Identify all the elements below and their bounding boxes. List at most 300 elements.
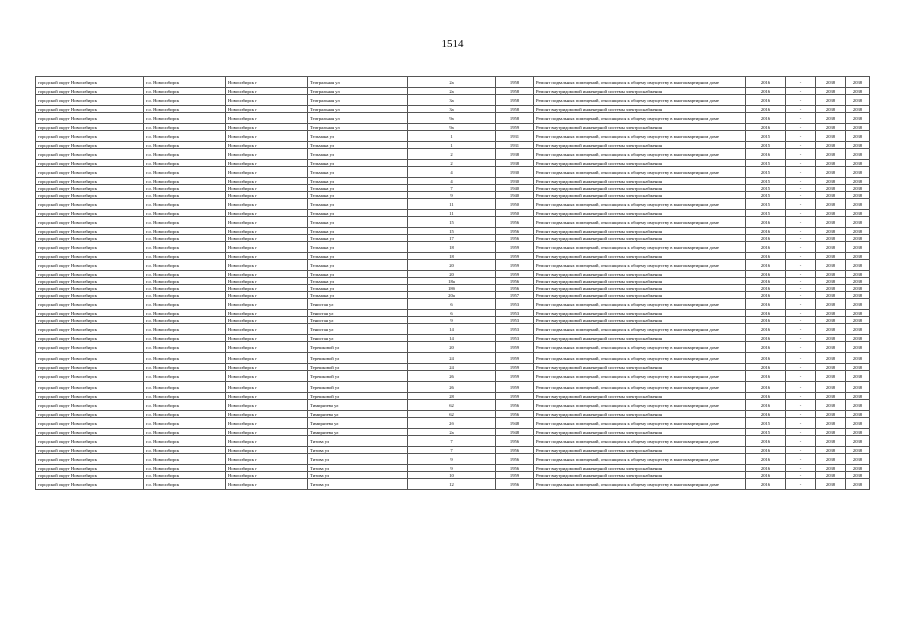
street-cell: Терешковой ул [308,353,408,364]
house-cell: 24 [408,364,496,371]
house-cell: 1 [408,142,496,149]
district-cell: городской округ Новосибирск [36,418,144,429]
dash-cell: - [786,185,816,192]
district-cell: городской округ Новосибирск [36,429,144,436]
city-cell: г.о. Новосибирск [144,167,226,178]
year-cell: 1959 [496,353,534,364]
end-year-cell: 2038 [846,382,870,393]
end-year-cell: 2038 [816,185,846,192]
table-row [36,260,870,271]
start-year-cell: 2016 [746,271,786,278]
house-cell: 18 [408,253,496,260]
district-cell: городской округ Новосибирск [36,447,144,454]
city-cell: г.о. Новосибирск [144,465,226,472]
end-year-cell: 2038 [846,228,870,235]
table-row [36,382,870,393]
city-cell: г.о. Новосибирск [144,149,226,160]
dash-cell: - [786,382,816,393]
house-cell: 7 [408,447,496,454]
table-row [36,285,870,292]
district-cell: городской округ Новосибирск [36,278,144,285]
year-cell: 1958 [496,106,534,113]
work-type-cell: Ремонт подвальных помещений, относящихся к общему имуществу в многоквартирном доме [534,113,746,124]
end-year-cell: 2038 [846,131,870,142]
house-cell: 2б [408,418,496,429]
end-year-cell: 2038 [846,210,870,217]
end-year-cell: 2038 [846,310,870,317]
end-year-cell: 2038 [846,106,870,113]
street-cell: Терешковой ул [308,393,408,400]
dash-cell: - [786,88,816,95]
year-cell: 1948 [496,429,534,436]
district-cell: городской округ Новосибирск [36,472,144,479]
end-year-cell: 2038 [816,411,846,418]
end-year-cell: 2038 [816,324,846,335]
house-cell: 2а [408,77,496,88]
table-row [36,217,870,228]
house-cell: 9а [408,113,496,124]
street-cell: Тенистая ул [308,324,408,335]
end-year-cell: 2038 [846,393,870,400]
end-year-cell: 2038 [846,429,870,436]
capital-repair-register-table [35,76,870,490]
table-row [36,292,870,299]
street-cell: Тимирязева ул [308,429,408,436]
settlement-cell: Новосибирск г [226,242,308,253]
end-year-cell: 2038 [816,465,846,472]
start-year-cell: 2016 [746,393,786,400]
end-year-cell: 2038 [846,299,870,310]
table-row [36,271,870,278]
end-year-cell: 2038 [846,479,870,490]
city-cell: г.о. Новосибирск [144,472,226,479]
table-row [36,436,870,447]
year-cell: 1957 [496,292,534,299]
table-row [36,199,870,210]
street-cell: Тельмана ул [308,285,408,292]
street-cell: Тельмана ул [308,167,408,178]
settlement-cell: Новосибирск г [226,465,308,472]
house-cell: 3а [408,95,496,106]
start-year-cell: 2016 [746,253,786,260]
work-type-cell: Ремонт подвальных помещений, относящихся к общему имуществу в многоквартирном доме [534,95,746,106]
work-type-cell: Ремонт внутридомовой инженерной системы электроснабжения [534,465,746,472]
settlement-cell: Новосибирск г [226,235,308,242]
dash-cell: - [786,299,816,310]
start-year-cell: 2016 [746,324,786,335]
end-year-cell: 2038 [846,88,870,95]
city-cell: г.о. Новосибирск [144,454,226,465]
year-cell: 1938 [496,160,534,167]
year-cell: 1959 [496,253,534,260]
work-type-cell: Ремонт внутридомовой инженерной системы электроснабжения [534,278,746,285]
page-number: 1514 [441,38,464,50]
start-year-cell: 2016 [746,124,786,131]
house-cell: 9а [408,124,496,131]
dash-cell: - [786,271,816,278]
work-type-cell: Ремонт подвальных помещений, относящихся к общему имуществу в многоквартирном доме [534,342,746,353]
year-cell: 1956 [496,479,534,490]
house-cell: 2 [408,149,496,160]
year-cell: 1931 [496,131,534,142]
district-cell: городской округ Новосибирск [36,160,144,167]
city-cell: г.о. Новосибирск [144,113,226,124]
year-cell: 1950 [496,210,534,217]
house-cell: 12 [408,479,496,490]
work-type-cell: Ремонт внутридомовой инженерной системы электроснабжения [534,285,746,292]
street-cell: Тельмана ул [308,178,408,185]
dash-cell: - [786,124,816,131]
end-year-cell: 2038 [816,228,846,235]
settlement-cell: Новосибирск г [226,447,308,454]
city-cell: г.о. Новосибирск [144,278,226,285]
street-cell: Тенистая ул [308,317,408,324]
settlement-cell: Новосибирск г [226,95,308,106]
start-year-cell: 2016 [746,260,786,271]
house-cell: 1 [408,131,496,142]
street-cell: Терешковой ул [308,382,408,393]
district-cell: городской округ Новосибирск [36,364,144,371]
city-cell: г.о. Новосибирск [144,429,226,436]
city-cell: г.о. Новосибирск [144,335,226,342]
work-type-cell: Ремонт подвальных помещений, относящихся к общему имуществу в многоквартирном доме [534,77,746,88]
street-cell: Тенистая ул [308,310,408,317]
settlement-cell: Новосибирск г [226,210,308,217]
start-year-cell: 2016 [746,285,786,292]
district-cell: городской округ Новосибирск [36,106,144,113]
work-type-cell: Ремонт подвальных помещений, относящихся к общему имуществу в многоквартирном доме [534,400,746,411]
house-cell: 20а [408,292,496,299]
work-type-cell: Ремонт внутридомовой инженерной системы электроснабжения [534,317,746,324]
work-type-cell: Ремонт подвальных помещений, относящихся к общему имуществу в многоквартирном доме [534,149,746,160]
house-cell: 62 [408,411,496,418]
street-cell: Тельмана ул [308,292,408,299]
city-cell: г.о. Новосибирск [144,260,226,271]
end-year-cell: 2038 [816,278,846,285]
district-cell: городской округ Новосибирск [36,271,144,278]
settlement-cell: Новосибирск г [226,142,308,149]
table-row [36,472,870,479]
settlement-cell: Новосибирск г [226,299,308,310]
city-cell: г.о. Новосибирск [144,192,226,199]
house-cell: 18а [408,278,496,285]
dash-cell: - [786,371,816,382]
district-cell: городской округ Новосибирск [36,299,144,310]
district-cell: городской округ Новосибирск [36,465,144,472]
end-year-cell: 2038 [846,436,870,447]
start-year-cell: 2016 [746,472,786,479]
street-cell: Театральная ул [308,113,408,124]
table-row [36,299,870,310]
settlement-cell: Новосибирск г [226,353,308,364]
year-cell: 1959 [496,342,534,353]
street-cell: Тельмана ул [308,199,408,210]
table-row [36,178,870,185]
end-year-cell: 2038 [816,142,846,149]
city-cell: г.о. Новосибирск [144,382,226,393]
district-cell: городской округ Новосибирск [36,292,144,299]
district-cell: городской округ Новосибирск [36,335,144,342]
city-cell: г.о. Новосибирск [144,228,226,235]
end-year-cell: 2038 [816,472,846,479]
street-cell: Тенистая ул [308,299,408,310]
start-year-cell: 2016 [746,454,786,465]
city-cell: г.о. Новосибирск [144,364,226,371]
street-cell: Театральная ул [308,88,408,95]
city-cell: г.о. Новосибирск [144,317,226,324]
dash-cell: - [786,447,816,454]
dash-cell: - [786,235,816,242]
start-year-cell: 2015 [746,178,786,185]
table-row [36,160,870,167]
start-year-cell: 2016 [746,95,786,106]
street-cell: Тимирязева ул [308,418,408,429]
year-cell: 1950 [496,199,534,210]
end-year-cell: 2038 [816,382,846,393]
work-type-cell: Ремонт подвальных помещений, относящихся к общему имуществу в многоквартирном доме [534,217,746,228]
dash-cell: - [786,77,816,88]
start-year-cell: 2016 [746,411,786,418]
dash-cell: - [786,260,816,271]
end-year-cell: 2038 [846,418,870,429]
district-cell: городской округ Новосибирск [36,217,144,228]
table-row [36,210,870,217]
street-cell: Тельмана ул [308,185,408,192]
start-year-cell: 2015 [746,418,786,429]
city-cell: г.о. Новосибирск [144,77,226,88]
dash-cell: - [786,167,816,178]
start-year-cell: 2015 [746,199,786,210]
dash-cell: - [786,131,816,142]
district-cell: городской округ Новосибирск [36,393,144,400]
table-row [36,400,870,411]
end-year-cell: 2038 [846,292,870,299]
table-row [36,335,870,342]
end-year-cell: 2038 [816,88,846,95]
start-year-cell: 2015 [746,192,786,199]
year-cell: 1953 [496,324,534,335]
settlement-cell: Новосибирск г [226,178,308,185]
dash-cell: - [786,317,816,324]
end-year-cell: 2038 [846,95,870,106]
work-type-cell: Ремонт внутридомовой инженерной системы электроснабжения [534,178,746,185]
table-row [36,242,870,253]
house-cell: 28 [408,393,496,400]
street-cell: Титова ул [308,454,408,465]
work-type-cell: Ремонт внутридомовой инженерной системы электроснабжения [534,310,746,317]
street-cell: Терешковой ул [308,342,408,353]
dash-cell: - [786,436,816,447]
settlement-cell: Новосибирск г [226,192,308,199]
year-cell: 1956 [496,217,534,228]
work-type-cell: Ремонт внутридомовой инженерной системы электроснабжения [534,335,746,342]
work-type-cell: Ремонт внутридомовой инженерной системы электроснабжения [534,124,746,131]
city-cell: г.о. Новосибирск [144,242,226,253]
work-type-cell: Ремонт подвальных помещений, относящихся к общему имуществу в многоквартирном доме [534,199,746,210]
start-year-cell: 2016 [746,317,786,324]
city-cell: г.о. Новосибирск [144,124,226,131]
district-cell: городской округ Новосибирск [36,228,144,235]
dash-cell: - [786,454,816,465]
end-year-cell: 2038 [846,77,870,88]
district-cell: городской округ Новосибирск [36,317,144,324]
work-type-cell: Ремонт внутридомовой инженерной системы электроснабжения [534,235,746,242]
work-type-cell: Ремонт подвальных помещений, относящихся к общему имуществу в многоквартирном доме [534,167,746,178]
house-cell: 6 [408,310,496,317]
city-cell: г.о. Новосибирск [144,235,226,242]
end-year-cell: 2038 [816,353,846,364]
settlement-cell: Новосибирск г [226,285,308,292]
table-row [36,447,870,454]
table-row [36,411,870,418]
year-cell: 1956 [496,228,534,235]
house-cell: 15 [408,217,496,228]
start-year-cell: 2015 [746,142,786,149]
end-year-cell: 2038 [846,160,870,167]
settlement-cell: Новосибирск г [226,418,308,429]
table-row [36,371,870,382]
settlement-cell: Новосибирск г [226,454,308,465]
table-row [36,124,870,131]
end-year-cell: 2038 [846,324,870,335]
start-year-cell: 2016 [746,149,786,160]
end-year-cell: 2038 [816,454,846,465]
dash-cell: - [786,242,816,253]
city-cell: г.о. Новосибирск [144,95,226,106]
table-row [36,324,870,335]
house-cell: 9 [408,454,496,465]
house-cell: 15 [408,228,496,235]
district-cell: городской округ Новосибирск [36,95,144,106]
year-cell: 1956 [496,235,534,242]
year-cell: 1940 [496,192,534,199]
district-cell: городской округ Новосибирск [36,142,144,149]
dash-cell: - [786,310,816,317]
year-cell: 1931 [496,142,534,149]
start-year-cell: 2015 [746,167,786,178]
year-cell: 1956 [496,436,534,447]
year-cell: 1956 [496,465,534,472]
settlement-cell: Новосибирск г [226,160,308,167]
city-cell: г.о. Новосибирск [144,310,226,317]
start-year-cell: 2016 [746,299,786,310]
house-cell: 2а [408,429,496,436]
dash-cell: - [786,192,816,199]
district-cell: городской округ Новосибирск [36,77,144,88]
street-cell: Титова ул [308,465,408,472]
house-cell: 9 [408,192,496,199]
settlement-cell: Новосибирск г [226,335,308,342]
start-year-cell: 2016 [746,364,786,371]
settlement-cell: Новосибирск г [226,411,308,418]
table-row [36,228,870,235]
year-cell: 1938 [496,149,534,160]
start-year-cell: 2016 [746,335,786,342]
table-row [36,131,870,142]
end-year-cell: 2038 [816,260,846,271]
start-year-cell: 2016 [746,447,786,454]
end-year-cell: 2038 [846,217,870,228]
end-year-cell: 2038 [816,371,846,382]
district-cell: городской округ Новосибирск [36,88,144,95]
settlement-cell: Новосибирск г [226,317,308,324]
city-cell: г.о. Новосибирск [144,106,226,113]
settlement-cell: Новосибирск г [226,429,308,436]
end-year-cell: 2038 [846,454,870,465]
end-year-cell: 2038 [816,342,846,353]
work-type-cell: Ремонт подвальных помещений, относящихся к общему имуществу в многоквартирном доме [534,418,746,429]
table-row [36,393,870,400]
work-type-cell: Ремонт внутридомовой инженерной системы электроснабжения [534,106,746,113]
dash-cell: - [786,160,816,167]
street-cell: Терешковой ул [308,364,408,371]
year-cell: 1958 [496,95,534,106]
end-year-cell: 2038 [846,317,870,324]
end-year-cell: 2038 [816,271,846,278]
settlement-cell: Новосибирск г [226,271,308,278]
year-cell: 1953 [496,317,534,324]
street-cell: Титова ул [308,472,408,479]
city-cell: г.о. Новосибирск [144,131,226,142]
district-cell: городской округ Новосибирск [36,185,144,192]
work-type-cell: Ремонт подвальных помещений, относящихся к общему имуществу в многоквартирном доме [534,324,746,335]
settlement-cell: Новосибирск г [226,371,308,382]
start-year-cell: 2016 [746,217,786,228]
street-cell: Тимирязева ул [308,411,408,418]
end-year-cell: 2038 [816,217,846,228]
end-year-cell: 2038 [816,335,846,342]
dash-cell: - [786,472,816,479]
end-year-cell: 2038 [846,371,870,382]
end-year-cell: 2038 [816,292,846,299]
work-type-cell: Ремонт подвальных помещений, относящихся к общему имуществу в многоквартирном доме [534,299,746,310]
end-year-cell: 2038 [816,149,846,160]
street-cell: Тимирязева ул [308,400,408,411]
house-cell: 17 [408,235,496,242]
year-cell: 1958 [496,88,534,95]
city-cell: г.о. Новосибирск [144,178,226,185]
district-cell: городской округ Новосибирск [36,260,144,271]
city-cell: г.о. Новосибирск [144,447,226,454]
table-row [36,142,870,149]
city-cell: г.о. Новосибирск [144,199,226,210]
year-cell: 1956 [496,411,534,418]
work-type-cell: Ремонт внутридомовой инженерной системы электроснабжения [534,88,746,95]
street-cell: Театральная ул [308,95,408,106]
end-year-cell: 2038 [846,167,870,178]
house-cell: 2а [408,88,496,95]
start-year-cell: 2016 [746,371,786,382]
city-cell: г.о. Новосибирск [144,436,226,447]
street-cell: Тельмана ул [308,271,408,278]
year-cell: 1956 [496,447,534,454]
district-cell: городской округ Новосибирск [36,436,144,447]
end-year-cell: 2038 [816,364,846,371]
end-year-cell: 2038 [816,285,846,292]
table-row [36,317,870,324]
start-year-cell: 2016 [746,342,786,353]
end-year-cell: 2038 [816,393,846,400]
start-year-cell: 2016 [746,228,786,235]
year-cell: 1959 [496,260,534,271]
end-year-cell: 2038 [816,400,846,411]
street-cell: Титова ул [308,447,408,454]
start-year-cell: 2015 [746,210,786,217]
house-cell: 4 [408,178,496,185]
street-cell: Тельмана ул [308,242,408,253]
work-type-cell: Ремонт подвальных помещений, относящихся к общему имуществу в многоквартирном доме [534,242,746,253]
dash-cell: - [786,178,816,185]
